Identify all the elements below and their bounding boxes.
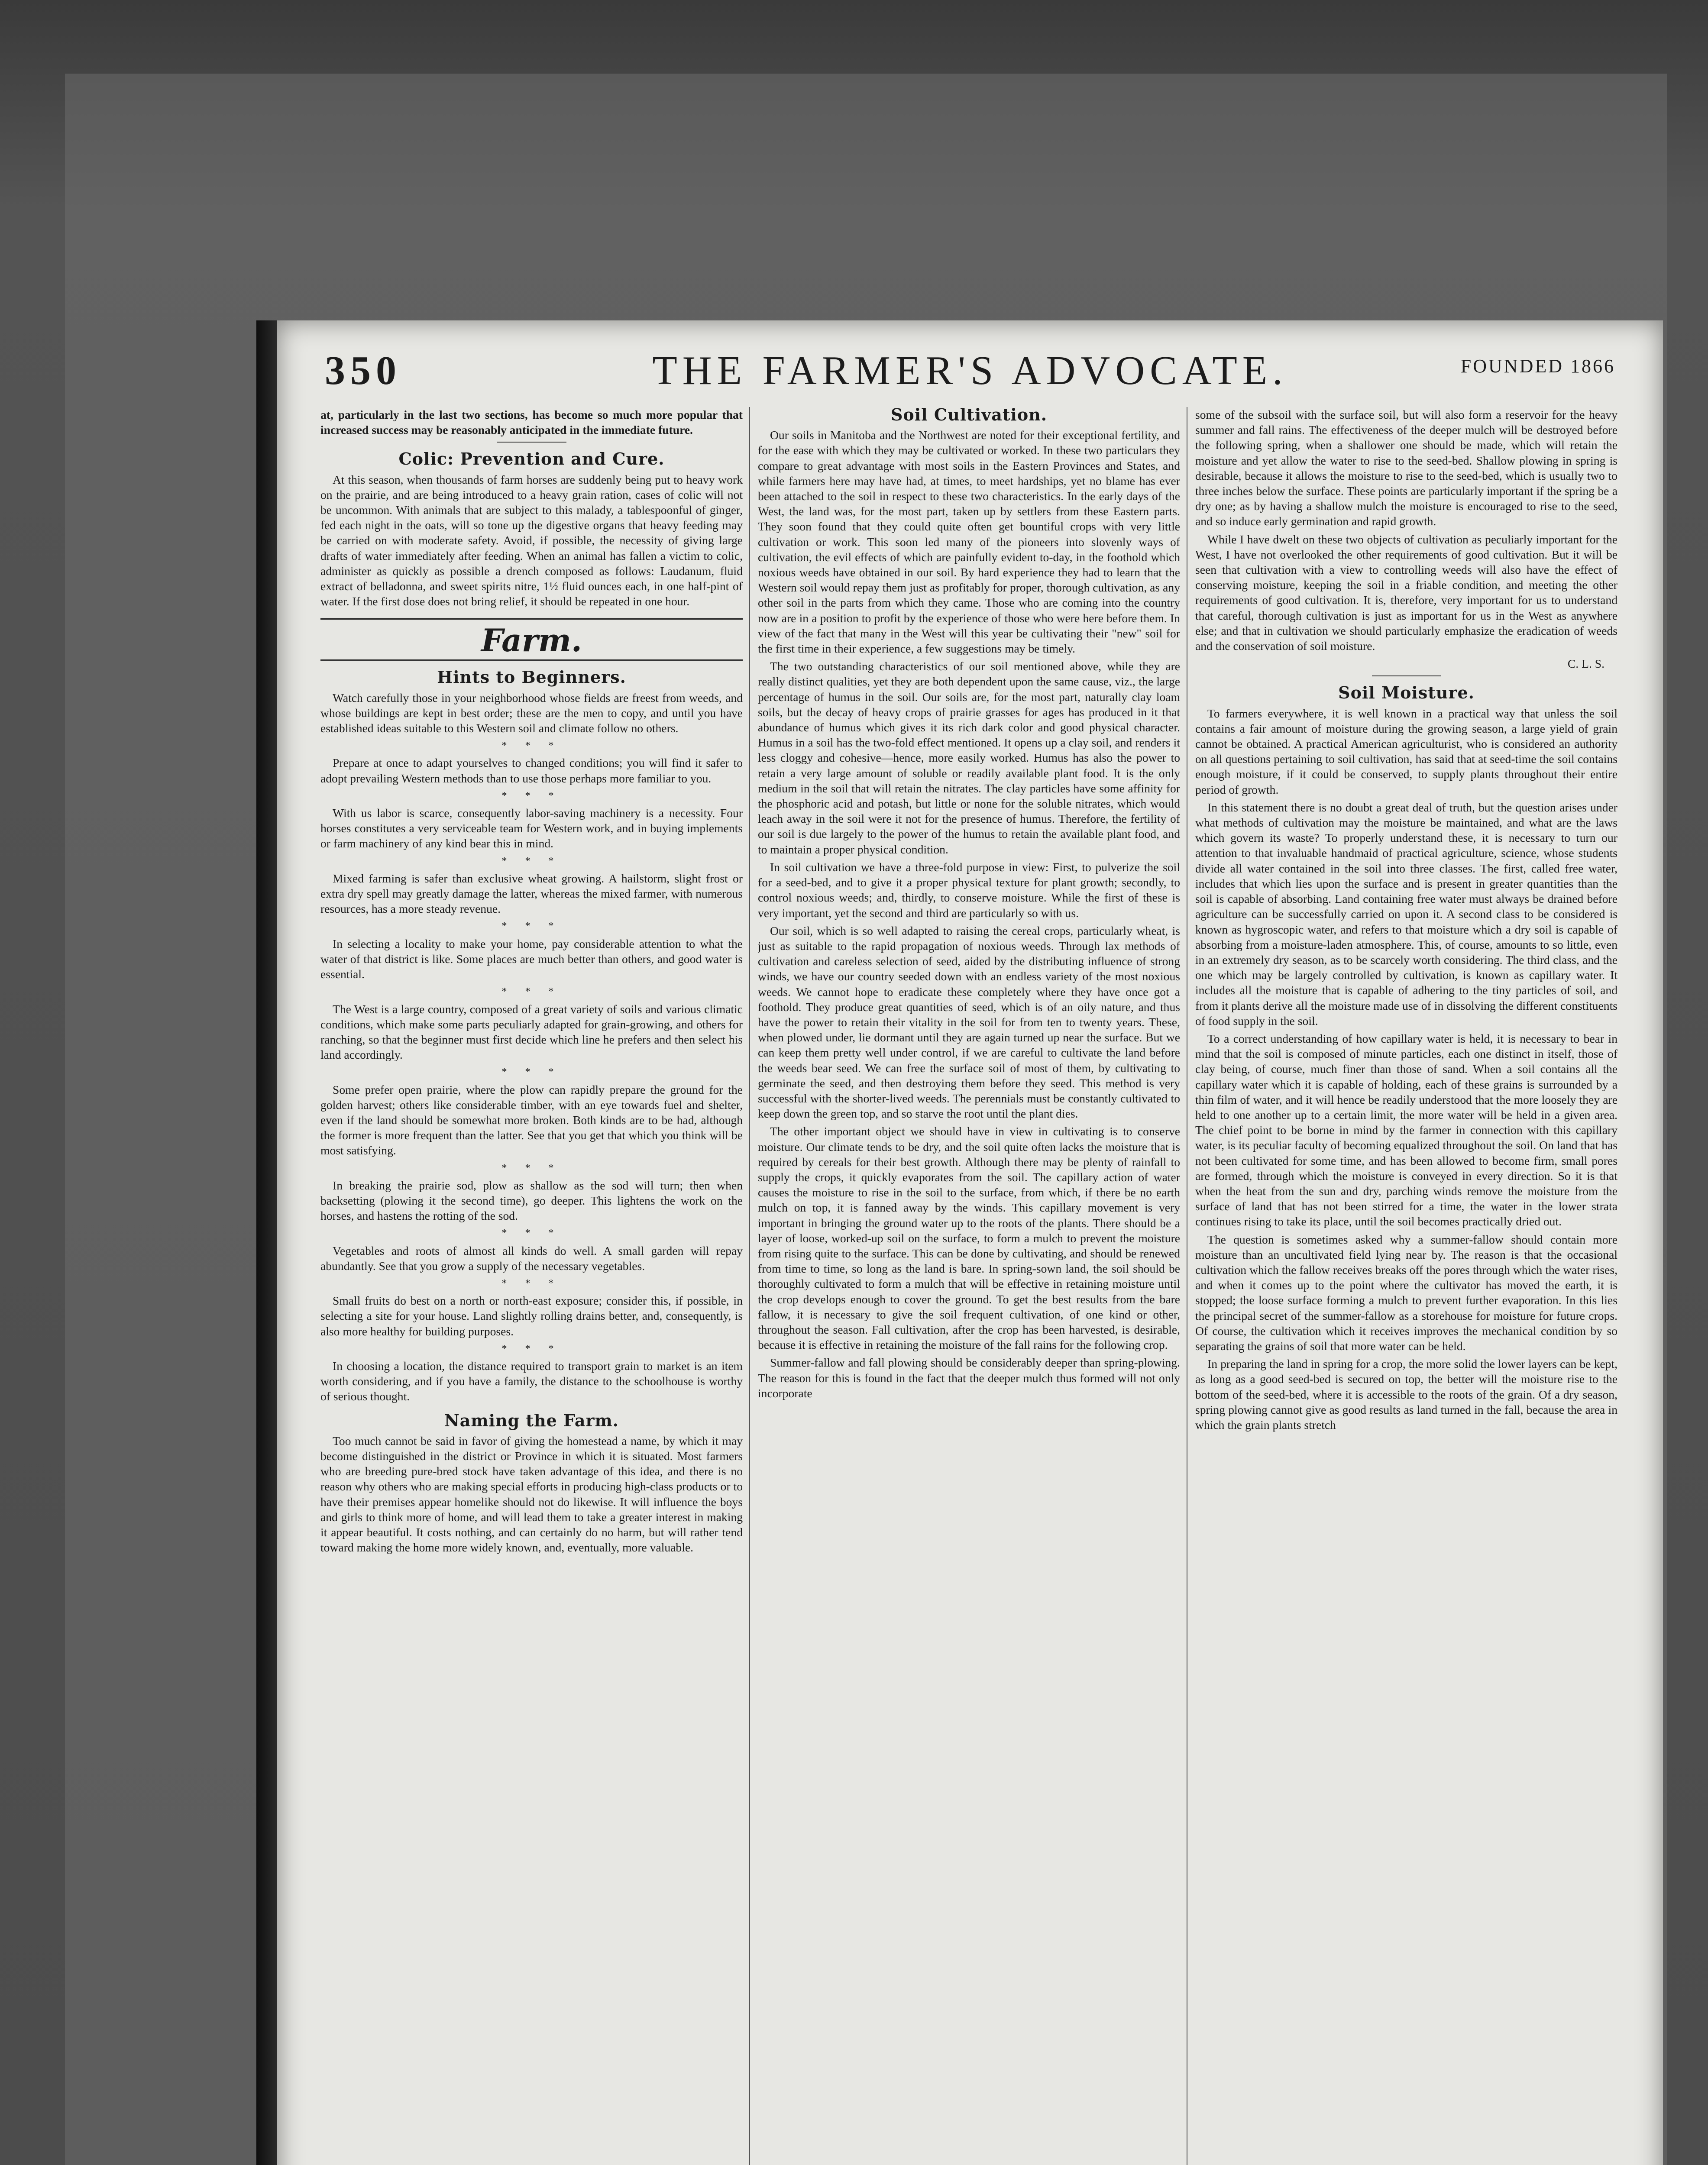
section-stars: * * * bbox=[501, 1162, 562, 1174]
section-stars: * * * bbox=[501, 1228, 562, 1239]
founded-note: FOUNDED 1866 bbox=[1460, 355, 1615, 377]
article-heading-colic: Colic: Prevention and Cure. bbox=[398, 449, 665, 469]
hint-paragraph: Watch carefully those in your neighborhood whose fields are freest from weeds, and whose buildings are kept in best order; these are the men to copy, and until you have established ideas suitable to this Western soil and climate follow no others. bbox=[320, 691, 743, 735]
hint-paragraph: With us labor is scarce, consequently labor-saving machinery is a necessity. Four horses constitutes a very serviceable team for Western work, and in buying implements or farm machinery of any kind bear this in mind. bbox=[320, 806, 743, 850]
section-stars: * * * bbox=[501, 790, 562, 801]
article-paragraph: Summer-fallow and fall plowing should be considerably deeper than spring-plowing. The reason for this is found in the fact that the deeper mulch thus formed will not only incorporate bbox=[758, 1356, 1180, 1400]
masthead bbox=[325, 347, 1615, 395]
article-paragraph: In soil cultivation we have a three-fold purpose in view: First, to pulverize the soil for a seed-bed, and to give it a proper physical texture for plant growth; secondly, to control noxious weeds; and, thirdly, to conserve moisture. While the first of these is very important, yet the second and third are particularly so with us. bbox=[758, 860, 1180, 920]
section-stars: * * * bbox=[501, 1343, 562, 1354]
article-paragraph: While I have dwelt on these two objects of cultivation as peculiarly important for the West, I have not overlooked the other requirements of good cultivation. But it will be seen that cultivation with a view to controlling weeds will also have the effect of conserving moisture, keeping the soil in a friable condition, and meeting the other requirements of good cultivation. It is, therefore, very important for us to understand that careful, thorough cultivation is just as important for us in the West as anywhere else; and that in cultivation we should particularly emphasize the eradication of weeds and the conservation of soil moisture. bbox=[1195, 532, 1617, 653]
newspaper-title: THE FARMER'S ADVOCATE. bbox=[652, 348, 1288, 393]
section-stars: * * * bbox=[501, 986, 562, 998]
hint-paragraph: Small fruits do best on a north or north-east exposure; consider this, if possible, in selecting a site for your house. Land slightly rolling drains better, and, consequently, is also more healthy for building purposes. bbox=[320, 1294, 743, 1338]
author-signature: C. L. S. bbox=[1567, 657, 1604, 671]
section-stars: * * * bbox=[501, 921, 562, 932]
hint-paragraph: In choosing a location, the distance required to transport grain to market is an item worth considering, and if you have a family, the distance to the schoolhouse is worthy of serious thought. bbox=[320, 1359, 743, 1403]
column-1 bbox=[320, 407, 743, 2165]
article-paragraph: To farmers everywhere, it is well known in a practical way that unless the soil contains a fair amount of moisture during the growing season, a large yield of grain cannot be obtained. A practical American agriculturist, who is considered an authority on all questions pertaining to soil cultivation, has said that at seed-time the soil contains enough moisture, if it could be conserved, to supply plants throughout their entire period of growth. bbox=[1195, 706, 1617, 796]
hint-paragraph: Some prefer open prairie, where the plow can rapidly prepare the ground for the golden harvest; others like considerable timber, with an eye towards fuel and shelter, even if the land should be somewhat more broken. Both kinds are to be had, although the former is more frequent than the latter. See that you get that which you think will be most satisfying. bbox=[320, 1082, 743, 1157]
article-paragraph: Our soils in Manitoba and the Northwest are noted for their exceptional fertility, and for the ease with which they may be cultivated or worked. In these two particulars they compare to great advantage with most soils in the Eastern Provinces and States, and while farmers here may have had, at times, to meet hardships, yet no blame has ever been attached to the soil in respect to these two characteristics. In the early days of the West, the land was, for the most part, taken up by settlers from these Eastern parts. They soon found that they could quite often get bountiful crops with very little cultivation or work. This soon led many of the pioneers into slovenly ways of cultivation, the evil effects of which are painfully evident to-day, in the foothold which noxious weeds have obtained in our soil. By hard experience they had to learn that the Western soil would repay them just as profitably for proper, thorough cultivation, as any other soil in the parts from which they came. Those who are coming into the country now are in a position to profit by the experience of those who were here before them. In view of the fact that many in the West will this year be cultivating their "new" soil for the first time in their experience, a few suggestions may be timely. bbox=[758, 428, 1180, 656]
column-3 bbox=[1195, 407, 1617, 2165]
article-paragraph: In this statement there is no doubt a great deal of truth, but the question arises under what methods of cultivation may the moisture be maintained, and what are the laws which govern its waste? To properly understand these, it is necessary to turn our attention to that invaluable handmaid of practical agriculture, science, whose students divide all water contained in the soil into three classes. The first, called free water, includes that which lies upon the surface and is present in greater quantities than the soil is capable of absorbing. Land containing free water must always be drained before agriculture can be successfully carried on upon it. A second class to be considered is known as hygroscopic water, and refers to that moisture which a dry soil is capable of absorbing from a moisture-laden atmosphere. This, of course, amounts to so little, even in an extremely dry season, as to be scarcely worth considering. The third class, and the one which may be largely controlled by cultivation, is known as capillary water. It includes all the moisture that is capable of adhering to the tiny particles of soil, and from it plants derive all the moisture made use of in dissolving the different constituents of food supply in the soil. bbox=[1195, 800, 1617, 1028]
hint-paragraph: In breaking the prairie sod, plow as shallow as the sod will turn; then when backsetting (plowing it the second time), go deeper. This lightens the work on the horses, and hastens the rotting of the sod. bbox=[320, 1178, 743, 1223]
article-paragraph: In preparing the land in spring for a crop, the more solid the lower layers can be kept, as long as a good seed-bed is secured on top, the better will the moisture rise to the bottom of the seed-bed, where it is accessible to the roots of the grain. Of a dry season, spring plowing cannot give as good results as land turned in the fall, because the area in which the grain plants stretch bbox=[1195, 1357, 1617, 1431]
hint-paragraph: In selecting a locality to make your home, pay considerable attention to what the water of that district is like. Some places are much better than others, and good water is essential. bbox=[320, 937, 743, 981]
article-paragraph: some of the subsoil with the surface soil, but will also form a reservoir for the heavy summer and fall rains. The effectiveness of the deeper mulch will be destroyed before the following spring, when a shallower one should be made, which will retain the moisture and yet allow the water to rise to the seed-bed. Shallow plowing in spring is desirable, because it allows the moisture to rise to the seed-bed, which is usually two to three inches below the surface. These points are particularly important if the spring be a dry one; as by having a shallow mulch the moisture is encouraged to rise to the seed, and so induce early germination and rapid growth. bbox=[1195, 408, 1617, 528]
article-paragraph: The question is sometimes asked why a summer-fallow should contain more moisture than an uncultivated field lying near by. The reason is that the occasional cultivation which the fallow receives breaks off the pores through which the water rises, and when it comes up to the point where the cultivator has moved the earth, it is stopped; the loose surface forming a mulch to prevent further evaporation. In this lies the principal secret of the summer-fallow as a storehouse for moisture for future crops. Of course, the cultivation which it receives improves the mechanical condition by so separating the grains of soil that more water can be held. bbox=[1195, 1232, 1617, 1353]
article-body-naming: Too much cannot be said in favor of giving the homestead a name, by which it may become distinguished in the district or Province in which it is situated. Most farmers who are breeding pure-bred stock have taken advantage of this idea, and there is no reason why others who are making special efforts in producing high-class products or to have their premises appear homelike should not do likewise. It will influence the boys and girls to think more of home, and will lead them to take a greater interest in making it appear beautiful. It costs nothing, and can certainly do no harm, but will rather tend toward making the home more widely known, and, eventually, more valuable. bbox=[320, 1434, 743, 1554]
article-heading-soil-moisture: Soil Moisture. bbox=[1338, 683, 1475, 703]
article-paragraph: To a correct understanding of how capillary water is held, it is necessary to bear in mind that the soil is composed of minute particles, each one distinct in itself, those of clay being, of course, much finer than those of sand. When a soil contains all the capillary water which it is capable of holding, each of these grains is surrounded by a thin film of water, and it will hence be readily understood that the more loosely they are held to one another up to a certain limit, the more water will be held in a given area. The chief point to be borne in mind by the farmer in connection with this capillary water, is its peculiar faculty of becoming equalized throughout the soil. On land that has not been cultivated for some time, and has been allowed to become firm, small pores are formed, through which the moisture is conveyed in every direction. So it is that when the heat from the sun and dry, parching winds remove the moisture from the surface of land that has not been stirred for a time, the water in the lower strata continues rising to take its place, until the soil becomes practically dried out. bbox=[1195, 1031, 1617, 1228]
hint-paragraph: Vegetables and roots of almost all kinds do well. A small garden will repay abundantly. See that you grow a supply of the necessary vegetables. bbox=[320, 1244, 743, 1273]
section-stars: * * * bbox=[501, 855, 562, 867]
column-2 bbox=[758, 407, 1180, 2165]
section-stars: * * * bbox=[501, 740, 562, 752]
hint-paragraph: The West is a large country, composed of a great variety of soils and various climatic conditions, which make some parts peculiarly adapted for grain-growing, and others for ranching, so that the beginner must first decide which line he prefers and then select his land accordingly. bbox=[320, 1002, 743, 1062]
column-divider bbox=[749, 407, 750, 2165]
article-heading-naming: Naming the Farm. bbox=[444, 1410, 619, 1430]
section-stars: * * * bbox=[501, 1277, 562, 1289]
hint-paragraph: Prepare at once to adapt yourselves to changed conditions; you will find it safer to adopt prevailing Western methods than to use those perhaps more familiar to you. bbox=[320, 756, 743, 785]
page-gutter-shadow bbox=[256, 320, 277, 2165]
article-paragraph: The other important object we should have in view in cultivating is to conserve moisture. Our climate tends to be dry, and the soil quite often lacks the moisture that is required by cereals for their best growth. Although there may be plenty of rainfall to supply the crops, it quickly evaporates from the soil. The capillary action of water causes the moisture to rise in the soil to the surface, from which, if there be no earth mulch on top, it is fanned away by the winds. This capillary movement is very important in bringing the ground water up to the roots of the plants. There should be a layer of loose, worked-up soil on the surface, to form a mulch to prevent the moisture from rising quite to the surface. This can be done by cultivating, and should be renewed from time to time, so long as the land is bare. In spring-sown land, the soil should be thoroughly cultivated to form a mulch that will be effective in retaining moisture until the crop develops enough to cover the ground. To get the best results from the bare fallow, it is necessary to give the soil frequent cultivation, of one kind or other, throughout the season. Fall cultivation, after the crop has been harvested, is desirable, because it is effective in retaining the moisture of the fall rains for the following crop. bbox=[758, 1125, 1180, 1352]
divider bbox=[497, 442, 566, 443]
department-rule bbox=[320, 618, 743, 620]
hint-paragraph: Mixed farming is safer than exclusive wheat growing. A hailstorm, slight frost or extra dry spell may greatly damage the latter, whereas the mixed farmer, with numerous resources, has a more steady revenue. bbox=[320, 871, 743, 916]
article-body-colic: At this season, when thousands of farm horses are suddenly being put to heavy work on the prairie, and are being introduced to a heavy grain ration, cases of colic will not be uncommon. With animals that are subject to this malady, a tablespoonful of ginger, fed each night in the oats, will so tone up the digestive organs that heavy feeding may be carried on with moderate safety. Avoid, if possible, the necessity of giving large drafts of water immediately after feeding. When an animal has fallen a victim to colic, administer as quickly as possible a drench composed as follows: Laudanum, fluid extract of belladonna, and sweet spirits nitre, 1½ fluid ounces each, in one half-pint of water. If the first dose does not bring relief, it should be repeated in one hour. bbox=[320, 472, 743, 608]
section-stars: * * * bbox=[501, 1066, 562, 1078]
article-paragraph: Our soil, which is so well adapted to raising the cereal crops, particularly wheat, is just as suitable to the rapid propagation of noxious weeds. Through lax methods of cultivation and careless selection of seed, aided by the distributing influence of strong winds, we have our country seeded down with an endless variety of the most noxious weeds. We cannot hope to eradicate these completely where they have once got a foothold. They produce great quantities of seed, which is of an oily nature, and thus have the power to retain their vitality in the soil for from ten to twenty years. These, when plowed under, lie dormant until they are again turned up near the surface. But we can keep them pretty well under control, if we are careful to cultivate the land before the weeds bear seed. We can free the surface soil of most of them, by cultivating to germinate the seed, and then destroying them before they seed. This method is very successful with the shorter-lived weeds. The perennials must be constantly cultivated to keep down the green top, and so starve the root until the plant dies. bbox=[758, 924, 1180, 1121]
article-heading-soil-cultivation: Soil Cultivation. bbox=[890, 407, 1048, 424]
department-heading-farm: Farm. bbox=[481, 622, 582, 659]
article-heading-hints: Hints to Beginners. bbox=[437, 667, 626, 687]
page-number: 350 bbox=[325, 348, 401, 393]
divider bbox=[1372, 675, 1441, 676]
article-continuation: at, particularly in the last two sections, has become so much more popular that increased success may be reasonably anticipated in the immediate future. bbox=[320, 408, 743, 437]
article-paragraph: The two outstanding characteristics of our soil mentioned above, while they are really distinct qualities, yet they are both dependent upon the same cause, viz., the large percentage of humus in the soil. Our soils are, for the most part, naturally clay loam soils, but the decay of heavy crops of prairie grasses for ages has produced in it that abundance of humus which gives it its rich dark color and good physical character. Humus in a soil has the two-fold effect mentioned. It opens up a clay soil, and renders it less cloggy and cohesive—hence, more easily worked. Humus has also the power to retain a very large amount of soluble or readily available plant food. It is the only medium in the soil that will retain the nitrates. The clay particles have some affinity for the phosphoric acid and potash, but little or none for the soluble nitrates, which would leach away in the soil were it not for the presence of humus. Therefore, the fertility of our soil is due largely to the power of the humus to retain the available plant food, and to maintain a proper physical condition. bbox=[758, 659, 1180, 856]
department-rule bbox=[320, 659, 743, 661]
newspaper-page bbox=[277, 320, 1663, 2165]
